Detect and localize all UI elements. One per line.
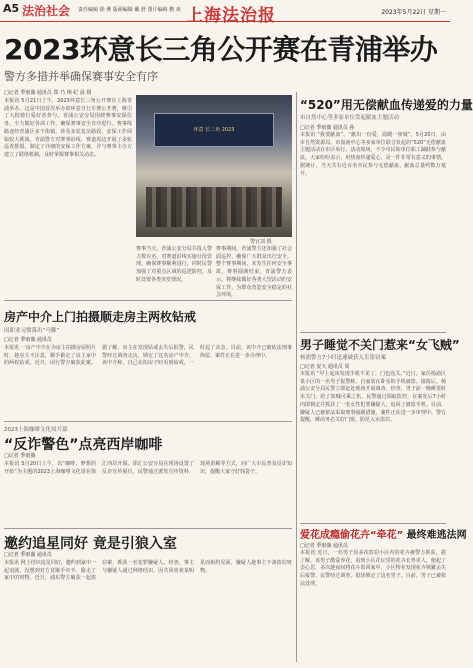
article3-byline: □记者 夏天 通讯员 周 [300,364,350,370]
page-number: A5 [3,2,20,15]
lead-photo [136,95,292,237]
lead-body-mid: 赛事当天，青浦公安分局共投入警力数百名，对赛道沿线实施分段管理，确保赛事顺利进行。同时民警加强了对重点区域的巡逻防控，及时处置各类突发情况。 [136,246,212,283]
editors-line: 责任编辑 徐 燕 版面编辑 戴 舒 图片编辑 楷 欢 [78,7,181,13]
article5-kicker: 2023上海咖啡文化周开幕 [4,427,68,433]
article7-body: 本报讯 网上结识追星同好，邀约到家中一起追剧，没想到对方竟顺手牵羊，偷走了家中的财物。近日，浦东警方破获一起盗窃案，抓获一名犯罪嫌疑人。经查，事主与嫌疑人通过网络结识，因共同喜欢某明星而相约见面，嫌疑人趁事主不备盗窃财物。 [4,560,292,582]
article4-body: 本报讯 一房产中介在为房主拍摄房屋照片时，趁房主不注意，顺手偷走了房主家中的两枚钻戒。近日，闵行警方破获此案。据了解，房主在发现钻戒丢失后报警，民警经过调查走访，锁定了这名房产中介。该中介称，自己在拍房子时看到钻戒，一时起了贪念。目前，该中介已被依法刑事拘留，案件正在进一步办理中。 [4,345,292,367]
article4-headline: 房产中介上门拍摄顺走房主两枚钻戒 [4,310,197,324]
lead-byline: □记者 季雨薇 通讯员 郑 乃 翔 纪 晨 摄 [4,90,92,96]
article7-byline: □记者 季雨薇 通讯员 [4,552,52,558]
photo-crowd [146,187,282,227]
article7-headline: 邀约追星同好 竟是引狼入室 [4,536,177,552]
lead-headline: 2023环意长三角公开赛在青浦举办 [4,33,438,66]
article3-headline: 男子睡觉不关门惹来“女飞贼” [300,338,460,352]
article6-byline: □记者 季雨薇 通讯员 [300,543,348,549]
section-divider [4,300,292,301]
photo-screen: 环意 长三角 2023 [154,113,274,147]
right-divider-2 [300,523,446,524]
article2-headline: “520”用无偿献血传递爱的力量 [300,98,473,112]
right-divider-1 [300,332,446,333]
article5-body: 本报讯 5月20日上午，以“咖啡，梦想的开始”为主题的2023上海咖啡文化周在徐汇西岸开幕。徐汇公安分局在现场设置了反诈宣传展位，民警通过派发宣传资料、现场讲解等方式，向广大市民普及反诈知识，提醒大家守好钱袋子。 [4,461,292,475]
section-name: 法治社会 [22,4,71,18]
article5-headline: “反诈警色”点亮西岸咖啡 [4,437,163,453]
article3-kicker: 杨浦警方7小时迅速破获入室盗窃案 [300,355,387,361]
article4-byline: □记者 季雨薇 通讯员 [4,337,52,343]
photo-caption: 警官刘 摄 [250,239,272,245]
newspaper-logo: 上海法治报 [186,6,276,26]
article2-body: 本报讯 “我要献血”、“献出一份爱，温暖一座城”，5月20日，由市自然资源局、市血液中心等多家单位联合发起的“520”无偿献血主题活动在市区举行。活动现场，不少市民和单位职工踊跃参与献血。大家纷纷表示，用热血传递爱心，是一件非常有意义的事情。据统计，当天共有近百名市民参与无偿献血，献血总量约数万毫升。 [300,132,446,177]
column-divider [296,92,297,662]
article2-byline: □记者 季雨薇 通讯员 孙 [300,125,355,131]
section-divider-3 [4,528,292,529]
article4-kicker: 因职业习惯落出“马脚” [4,328,60,334]
lead-body-right: 赛事期间，青浦警方还加强了社会面巡控，确保广大群众出行安全。整个赛事期间，未发生任何安全事故，赛事圆满结束。青浦警方表示，将继续做好各类大型活动的安保工作，为群众营造安全稳定的社会环境。 [216,246,292,299]
article6-headline: 爱花成瘾偷花卉“牵花” 最终难逃法网 [300,530,467,541]
section-divider-2 [4,421,292,422]
article6-body: 本报讯 近日，一名男子因多次盗窃小区内的花卉被警方抓获。据了解，该男子酷爱养花，看到小区花坛里的花卉长势喜人，便起了歪心思，多次趁夜间将花卉盗回家中。小区物业发现花卉频繁丢失后报警。民警经过调查，很快锁定了这名男子。目前，男子已被依法处理。 [300,550,446,587]
masthead [0,0,450,26]
lead-subhead: 警方多措并举确保赛事安全有序 [4,70,158,83]
issue-date: 2023年5月22日 星期一 [381,9,446,16]
article5-byline: □记者 季雨薇 [4,453,36,459]
article2-kicker: 市自然中心等多家单位发起献血主题活动 [300,115,400,121]
article3-body: 本报讯 “早上起床发现手机不见了，门也没关。”近日，家住杨浦区某小区的一名男子报警称，自家放在卧室的手机被盗。接报后，杨浦公安分局民警立即赶赴现场开展调查。经查，男子前一晚睡觉时未关门，给了盗贼可乘之机。民警通过调取监控，在案发后7小时内即锁定并抓获了一名女性犯罪嫌疑人，追回了被盗手机。目前，嫌疑人已被依法采取刑事强制措施，案件正在进一步审理中。警方提醒，睡前务必关好门窗，防范入室盗窃。 [300,371,446,424]
lead-body-left: 本报讯 5月21日上午，2023环意长三角公开赛在上海青浦举办。这是中国首次举办的环意自行车赛公开赛，吸引了大批骑行爱好者参与。青浦公安分局围绕赛事安保任务，全力做好各项工作，确保赛事安全有序进行。赛事线路途经青浦区多个街镇，涉及多处复杂路段，安保工作面临较大挑战。青浦警方对赛事沿线、赛道周边开展了多轮巡查排摸，制定了详细的安保工作方案，并与赛事主办方建立了联络机制，及时掌握赛事相关动态。 [4,98,132,158]
